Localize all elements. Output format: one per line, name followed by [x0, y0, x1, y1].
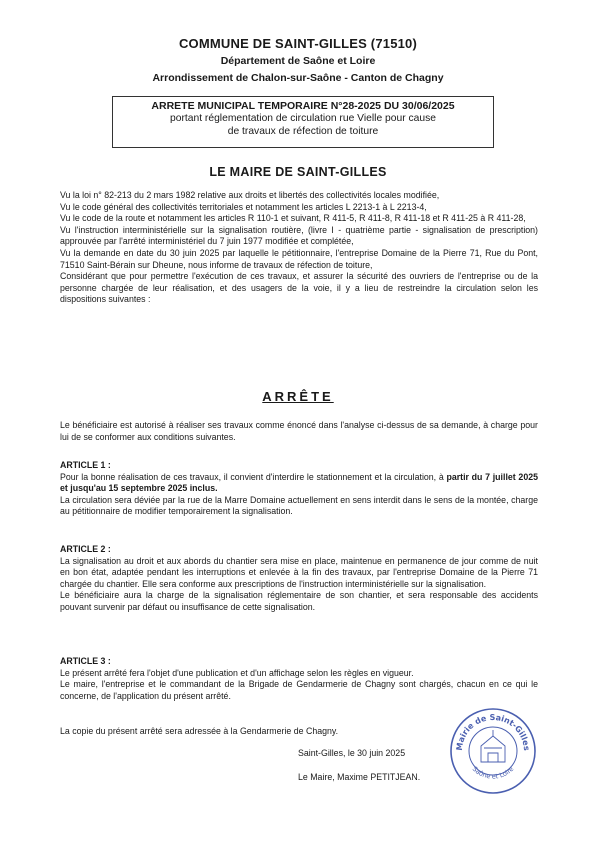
- maire-heading: LE MAIRE DE SAINT-GILLES: [209, 165, 387, 179]
- article-3-paragraph-1: Le présent arrêté fera l'objet d'une publication et d'un affichage selon les règles en vigueur.: [60, 667, 414, 678]
- article-1-paragraph-1: [60, 472, 538, 495]
- commune-title: COMMUNE DE SAINT-GILLES (71510): [178, 36, 418, 51]
- article-1-label: ARTICLE 1 :: [60, 460, 111, 470]
- arrondissement-line: Arrondissement de Chalon-sur-Saône - Canton de Chagny: [152, 72, 444, 84]
- intro-text: Le bénéficiaire est autorisé à réaliser ses travaux comme énoncé dans l'analyse ci-dessus de sa demande, à charge pour lui de se conformer aux conditions suivantes.: [60, 420, 538, 442]
- article-2-label: ARTICLE 2 :: [60, 544, 111, 554]
- considerant-item: Vu le code de la route et notamment les articles R 110-1 et suivant, R 411-5, R 411-8, R 411-18 et R 411-25 à R 411-28,: [60, 213, 526, 224]
- considerant-item: Vu le code général des collectivités territoriales et notamment les articles L 2213-1 à L 2213-4,: [60, 201, 427, 212]
- considerant-item: Vu la demande en date du 30 juin 2025 par laquelle le pétitionnaire, l'entreprise Domaine de la Pierre 71, Rue du Pont, 71510 Saint-Bérain sur Dheune, nous informe de travaux de réfection de toiture,: [60, 247, 538, 270]
- stamp-top-text: Mairie de Saint-Gilles: [454, 712, 532, 752]
- article-3: [60, 656, 538, 702]
- article-1-text: Pour la bonne réalisation de ces travaux, il convient d'interdire le stationnement et la circulation, à: [60, 471, 444, 482]
- considerant-item: Considérant que pour permettre l'exécution de ces travaux, et assurer la sécurité des ouvriers de l'entreprise ou de la personne chargée de leur réalisation, et des usagers de la voie, il y a lieu de restreindre la circulation selon les dispositions suivantes :: [60, 271, 538, 305]
- article-3-label: ARTICLE 3 :: [60, 656, 111, 666]
- arrete-subtitle-line-1: portant réglementation de circulation rue Vielle pour cause: [170, 113, 436, 124]
- arrete-heading: ARRÊTE: [262, 389, 334, 404]
- considerants-block: [60, 190, 538, 306]
- mairie-stamp: [448, 706, 538, 796]
- article-3-paragraph-2: Le maire, l'entreprise et le commandant de la Brigade de Gendarmerie de Chagny sont chargés, chacun en ce qui le concerne, de l'application du présent arrêté.: [60, 679, 538, 701]
- article-2: [60, 544, 538, 614]
- article-1-paragraph-2: La circulation sera déviée par la rue de la Marre Domaine actuellement en sens interdit dans le sens de la montée, charge au pétitionnaire de modifier temporairement la signalisation.: [60, 494, 538, 517]
- article-1: [60, 460, 538, 518]
- signature-name: Le Maire, Maxime PETITJEAN.: [298, 772, 421, 782]
- arrete-subtitle-line-2: de travaux de réfection de toiture: [227, 126, 379, 137]
- article-2-paragraph-2: Le bénéficiaire aura la charge de la signalisation réglementaire de son chantier, et sera responsable des accidents pouvant survenir par défaut ou insuffisance de cette signalisation.: [60, 590, 538, 612]
- considerant-item: Vu la loi n° 82-213 du 2 mars 1982 relative aux droits et libertés des collectivités locales modifiée,: [60, 190, 440, 200]
- arrete-title-box: [112, 96, 494, 148]
- considerant-item: Vu l'instruction interministérielle sur la signalisation routière, (livre I - quatrième partie - signalisation de prescription) approuvée par l'arrêté interministériel du 7 juin 1977 modifiée et complétée,: [60, 224, 538, 247]
- intro-paragraph: [60, 420, 538, 443]
- article-1-dates: partir du 7 juillet 2025 et jusqu'au 15 septembre 2025 inclus.: [60, 471, 538, 494]
- departement-line: Département de Saône et Loire: [220, 55, 376, 67]
- article-2-paragraph-1: La signalisation au droit et aux abords du chantier sera mise en place, maintenue en permanence de jour comme de nuit en bon état, adaptée pendant les interruptions et enlevée à la fin des travaux, par l'entreprise Domaine de la Pierre 71 chargée du chantier. Elle sera conforme aux prescriptions de l'instruction interministérielle sur la signalisation.: [60, 555, 538, 589]
- arrete-number: ARRETE MUNICIPAL TEMPORAIRE N°28-2025 DU 30/06/2025: [151, 100, 455, 112]
- stamp-bottom-text: Saône et Loire: [470, 765, 516, 781]
- copie-text: La copie du présent arrêté sera adressée à la Gendarmerie de Chagny.: [60, 726, 339, 736]
- signature-place-date: Saint-Gilles, le 30 juin 2025: [298, 748, 406, 758]
- stamp-emblem: [481, 730, 505, 762]
